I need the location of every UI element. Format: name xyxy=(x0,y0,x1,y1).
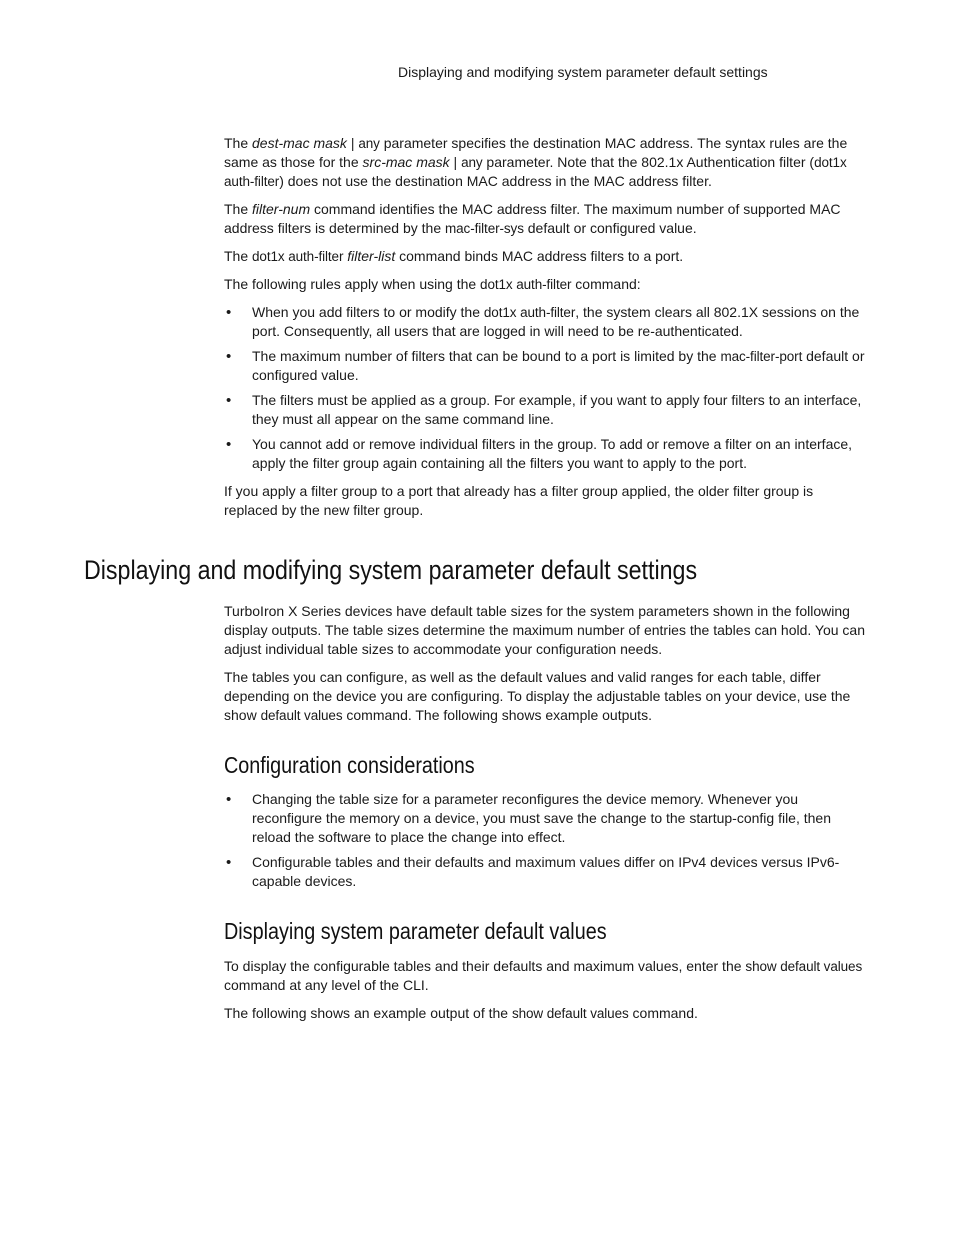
section-heading: Displaying and modifying system parameter default settings xyxy=(84,555,698,585)
list-item: • The maximum number of filters that can be bound to a port is limited by the mac-filter-port default or configured value. xyxy=(224,347,870,385)
display-body xyxy=(224,957,870,1023)
list-item: • Changing the table size for a parameter reconfigures the device memory. Whenever you reconfigure the memory on a device, you must save the change to the startup-config file, then reload the software to place the change into effect. xyxy=(224,790,870,847)
list-item: • Configurable tables and their defaults and maximum values differ on IPv4 devices versus IPv6-capable devices. xyxy=(224,853,870,891)
intro-block xyxy=(224,134,870,520)
display-heading: Displaying system parameter default values xyxy=(224,918,607,944)
paragraph-turboiron: TurboIron X Series devices have default table sizes for the system parameters shown in the following display outputs. The table sizes determine the maximum number of entries the tables can hold. You can adjust individual table sizes to accommodate your configuration needs. xyxy=(224,603,865,657)
list-item: • You cannot add or remove individual filters in the group. To add or remove a filter on an interface, apply the filter group again containing all the filters you want to apply to the port. xyxy=(224,435,870,473)
config-body xyxy=(224,790,870,891)
paragraph-tables: The tables you can configure, as well as the default values and valid ranges for each table, differ depending on the device you are configuring. To display the adjustable tables on your device, use the show default values command. The following shows example outputs. xyxy=(224,669,851,723)
paragraph-auth-filter: The dot1x auth-filter filter-list command binds MAC address filters to a port. xyxy=(224,248,684,264)
config-heading: Configuration considerations xyxy=(224,752,475,778)
config-list xyxy=(224,790,870,891)
paragraph-example-output: The following shows an example output of the show default values command. xyxy=(224,1005,698,1021)
running-header: Displaying and modifying system parameter default settings xyxy=(398,64,768,80)
paragraph-show-default: To display the configurable tables and their defaults and maximum values, enter the show default values command at any level of the CLI. xyxy=(224,958,863,993)
section-body xyxy=(224,602,870,725)
paragraph-filter-group: If you apply a filter group to a port that already has a filter group applied, the older filter group is replaced by the new filter group. xyxy=(224,483,814,518)
rules-list xyxy=(224,303,870,473)
paragraph-rules-intro: The following rules apply when using the dot1x auth-filter command: xyxy=(224,276,641,292)
paragraph-dest-mac: The dest-mac mask | any parameter specifies the destination MAC address. The syntax rules are the same as those for the src-mac mask | any parameter. Note that the 802.1x Authentication filter (dot1x auth-filter) does not use the destination MAC address in the MAC address filter. xyxy=(224,135,848,189)
paragraph-filter-num: The filter-num command identifies the MAC address filter. The maximum number of supported MAC address filters is determined by the mac-filter-sys default or configured value. xyxy=(224,201,841,236)
list-item: • The filters must be applied as a group. For example, if you want to apply four filters to an interface, they must all appear on the same command line. xyxy=(224,391,870,429)
list-item: • When you add filters to or modify the dot1x auth-filter, the system clears all 802.1X sessions on the port. Consequently, all users that are logged in will need to be re-authenticated. xyxy=(224,303,870,341)
